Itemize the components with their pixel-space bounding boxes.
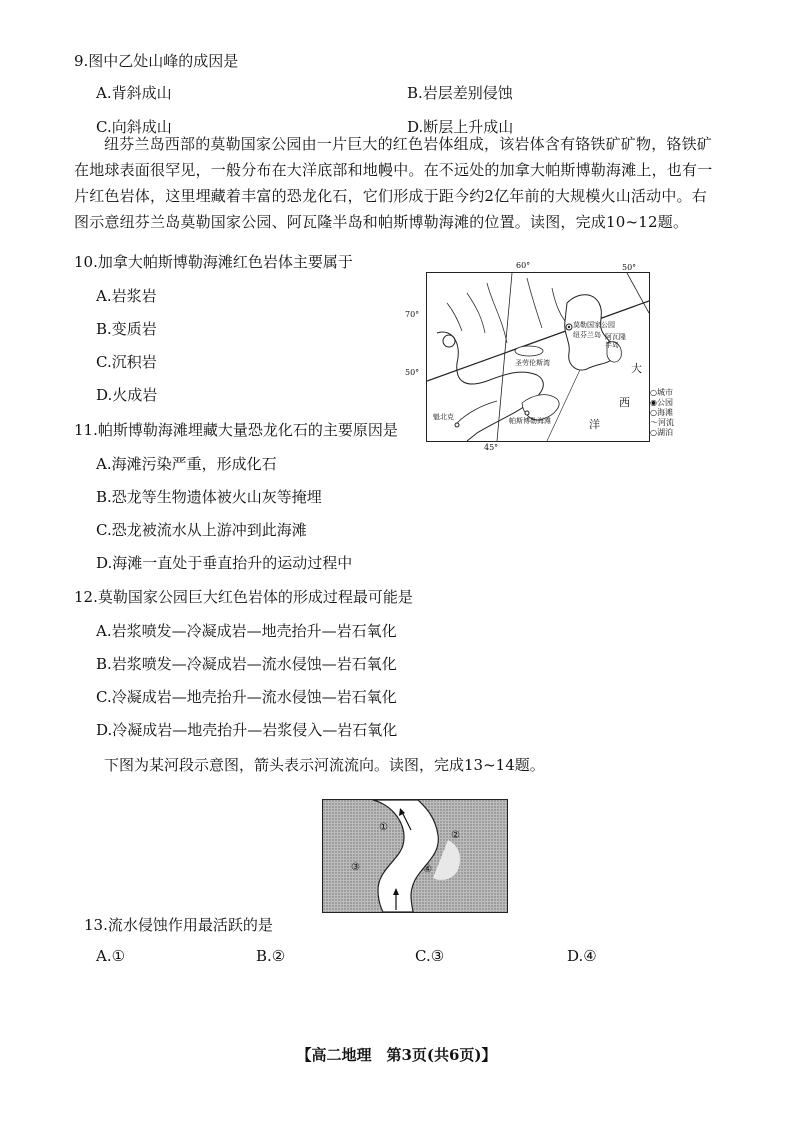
q9-stem: 9.图中乙处山峰的成因是 — [74, 52, 239, 70]
map-ocean-2: 西 — [619, 396, 630, 409]
map-label-park: 莫勒国家公园 — [573, 321, 615, 329]
passage-river: 下图为某河段示意图，箭头表示河流流向。读图，完成13~14题。 — [104, 756, 545, 774]
q10-option-a: A.岩浆岩 — [96, 287, 157, 305]
legend-beach: ○海滩 — [650, 408, 673, 417]
q12-option-d: D.冷凝成岩—地壳抬升—岩浆侵入—岩石氧化 — [96, 721, 398, 739]
map-ocean-3: 洋 — [589, 418, 600, 431]
legend-lake: ○湖泊 — [650, 428, 673, 437]
q13-option-d: D.④ — [567, 947, 597, 965]
legend-river: ～河流 — [650, 418, 674, 427]
river-diagram — [322, 799, 508, 913]
legend-park: ◉公园 — [650, 398, 673, 407]
passage-newfoundland: 纽芬兰岛西部的莫勒国家公园由一片巨大的红色岩体组成，该岩体含有铬铁矿矿物，铬铁矿在地球表面很罕见，一般分布在大洋底部和地幔中。在不远处的加拿大帕斯博勒海滩上，也有一片红色岩体，这里埋藏着丰富的恐龙化石，它们形成于距今约2亿年前的大规模火山活动中。右图示意纽芬兰岛莫勒国家公园、阿瓦隆半岛和帕斯博勒海滩的位置。读图，完成10~12题。 — [74, 135, 713, 231]
q10-option-d: D.火成岩 — [96, 386, 158, 404]
q10-stem: 10.加拿大帕斯博勒海滩红色岩体主要属于 — [74, 253, 353, 271]
q9-option-b: B.岩层差别侵蚀 — [407, 84, 513, 102]
river-marker-4: ④ — [423, 864, 432, 875]
q12-option-b: B.岩浆喷发—冷凝成岩—流水侵蚀—岩石氧化 — [96, 655, 397, 673]
q12-option-a: A.岩浆喷发—冷凝成岩—地壳抬升—岩石氧化 — [96, 622, 397, 640]
q13-option-c: C.③ — [415, 947, 445, 965]
q13-option-b: B.② — [256, 947, 286, 965]
map-lon-50: 50° — [622, 263, 637, 272]
map-lon-45: 45° — [484, 443, 499, 452]
q13-stem: 13.流水侵蚀作用最活跃的是 — [84, 916, 273, 934]
map-label-gulf: 圣劳伦斯湾 — [515, 359, 550, 367]
map-lat-50: 50° — [405, 368, 420, 377]
q9-option-c: C.向斜成山 — [96, 118, 172, 136]
river-drawing — [323, 800, 507, 912]
map-label-avalon: 阿瓦隆半岛 — [605, 333, 626, 349]
river-marker-3: ③ — [351, 862, 360, 873]
q10-option-c: C.沉积岩 — [96, 353, 157, 371]
legend-city: ○城市 — [650, 388, 673, 397]
page-footer: 【高二地理 第3页(共6页)】 — [296, 1046, 497, 1064]
map-label-quebec: 魁北克 — [433, 413, 454, 421]
q9-option-d: D.断层上升成山 — [407, 118, 514, 136]
q11-option-b: B.恐龙等生物遗体被火山灰等掩埋 — [96, 488, 322, 506]
river-marker-2: ② — [451, 830, 460, 841]
newfoundland-map — [426, 272, 650, 442]
map-ocean-1: 大 — [631, 362, 642, 375]
q11-stem: 11.帕斯博勒海滩埋藏大量恐龙化石的主要原因是 — [74, 421, 398, 439]
q12-stem: 12.莫勒国家公园巨大红色岩体的形成过程最可能是 — [74, 588, 413, 606]
map-legend — [650, 388, 674, 438]
q13-option-a: A.① — [96, 947, 126, 965]
q11-option-a: A.海滩污染严重，形成化石 — [96, 455, 277, 473]
map-drawing — [427, 273, 649, 441]
q10-option-b: B.变质岩 — [96, 320, 157, 338]
q12-option-c: C.冷凝成岩—地壳抬升—流水侵蚀—岩石氧化 — [96, 688, 397, 706]
river-marker-1: ① — [379, 822, 388, 833]
q11-option-d: D.海滩一直处于垂直抬升的运动过程中 — [96, 554, 353, 572]
map-label-beach: 帕斯博勒海滩 — [509, 417, 551, 425]
q9-option-a: A.背斜成山 — [96, 84, 172, 102]
map-label-newfoundland: 纽芬兰岛 — [573, 331, 601, 339]
map-lat-70: 70° — [405, 310, 420, 319]
q11-option-c: C.恐龙被流水从上游冲到此海滩 — [96, 521, 307, 539]
map-lon-60: 60° — [516, 261, 531, 270]
